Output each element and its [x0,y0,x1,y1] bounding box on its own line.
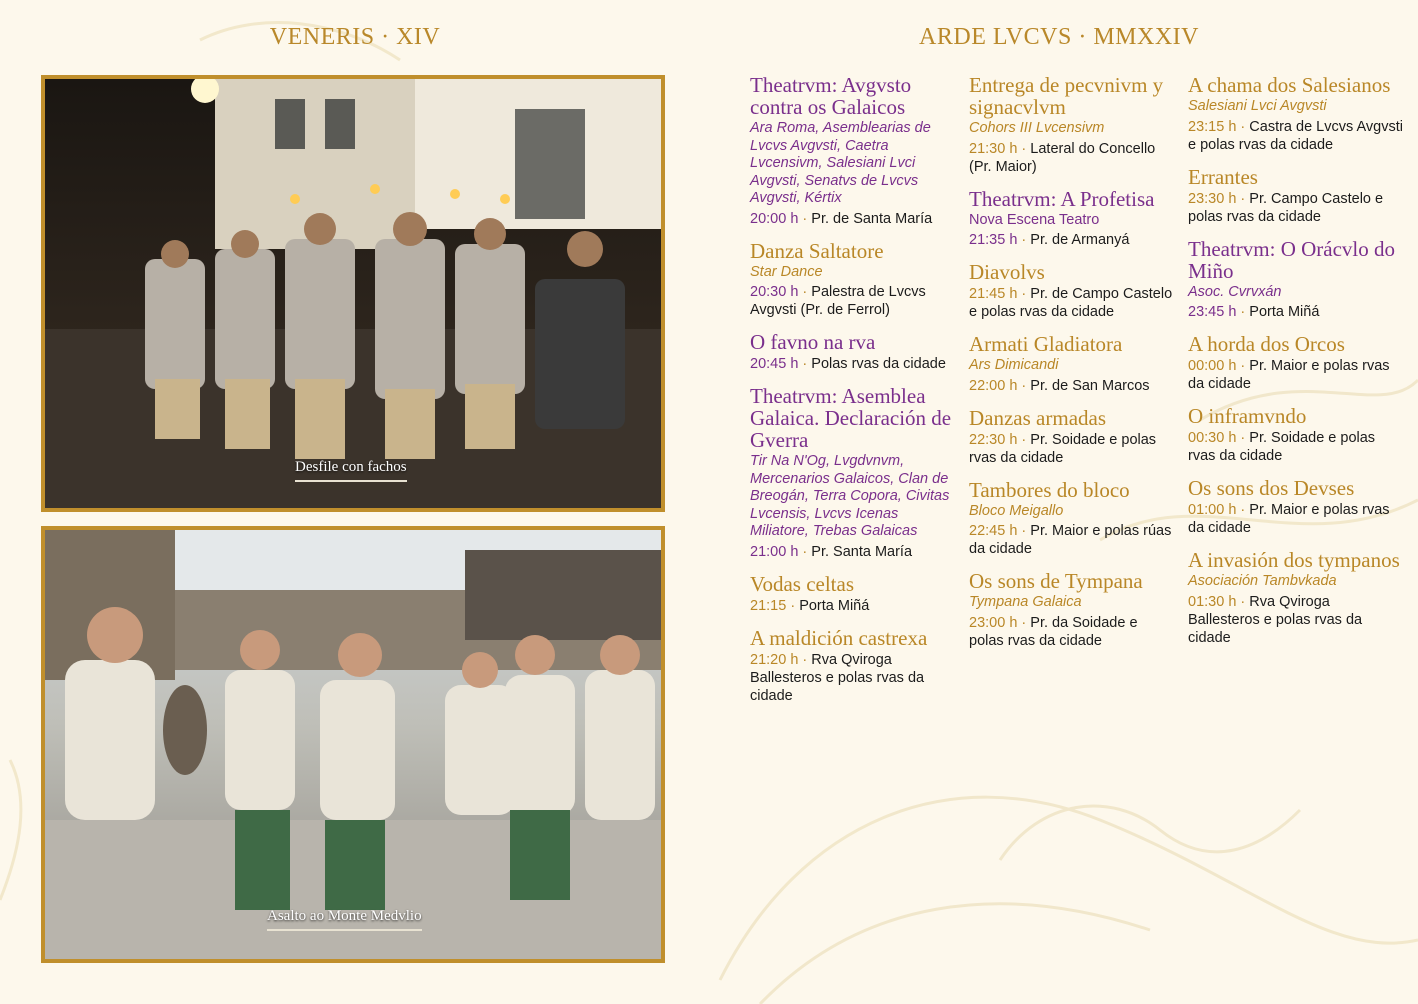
schedule-event [969,570,1174,650]
event-place: Porta Miñá [799,597,870,614]
separator-dot: · [1236,358,1250,374]
schedule-column-2 [969,74,1174,662]
event-place: Pr. de Armanyá [1030,232,1130,248]
event-performers: Ars Dimicandi [969,357,1059,373]
separator-dot: · [1017,286,1031,302]
event-time-place [969,140,1174,176]
event-time: 01:30 h [1188,593,1237,610]
event-performers: Tir Na N'Og, Lvgdvnvm, Mercenarios Galaicos, Clan de Breogán, Terra Copora, Civitas Lvcensis, Lvcvs Icenas Miliatore, Trebas Galaicas [750,453,950,539]
event-time: 21:15 [750,597,787,614]
event-time-place [969,431,1174,467]
event-title: A maldición castrexa [750,625,928,650]
event-title: A chama dos Salesianos [1188,73,1391,97]
schedule-column-1 [750,74,955,717]
event-title: Errantes [1188,164,1258,189]
event-time: 23:15 h [1188,118,1237,135]
event-place: Pr. Maior e polas rvas da cidade [1188,502,1390,536]
separator-dot: · [1017,431,1031,448]
event-title: Theatrvm: O Orácvlo do Miño [1188,236,1396,283]
schedule-event [1188,549,1403,647]
schedule-event [1188,477,1403,537]
event-time-place [969,285,1174,321]
event-place: Pr. Maior e polas rvas da cidade [1188,358,1390,392]
event-time: 22:45 h [969,523,1018,539]
event-time: 00:30 h [1188,430,1237,446]
separator-dot: · [798,543,812,560]
event-title: Tambores do bloco [969,477,1130,502]
separator-dot: · [1017,232,1031,248]
event-time: 23:00 h [969,614,1018,631]
separator-dot: · [1236,430,1250,446]
event-time: 01:00 h [1188,502,1237,518]
event-place: Pr. Soidade e polas rvas da cidade [969,431,1157,466]
separator-dot: · [1017,523,1031,539]
event-place: Pr. da Soidade e polas rvas da cidade [969,614,1138,649]
separator-dot: · [786,597,800,614]
event-performers: Asociación Tambvkada [1188,573,1337,589]
separator-dot: · [798,284,812,300]
event-place: Pr. de Santa María [811,210,933,227]
event-place: Pr. Santa María [811,543,913,560]
event-place: Palestra de Lvcvs Avgvsti (Pr. de Ferrol) [750,284,926,318]
event-time: 23:45 h [1188,304,1237,320]
event-time-place [750,597,955,615]
event-time: 21:00 h [750,543,799,560]
camp-photo [41,526,665,963]
schedule-event [969,479,1174,559]
event-place: Porta Miñá [1249,304,1320,320]
schedule-event [750,573,955,615]
separator-dot: · [798,210,812,227]
event-time-place [750,210,955,228]
event-place: Pr. Maior e polas rúas da cidade [969,523,1172,557]
schedule-event [1188,166,1403,226]
event-title: A horda dos Orcos [1188,332,1345,356]
event-title: Diavolvs [969,260,1045,284]
event-time: 21:30 h [969,140,1018,157]
schedule-event [750,331,955,373]
event-time-place [750,283,955,319]
event-title: Entrega de pecvnivm y signacvlvm [969,73,1164,119]
separator-dot: · [1236,593,1250,610]
schedule-event [969,407,1174,467]
separator-dot: · [798,356,812,372]
event-place: Lateral do Concello (Pr. Maior) [969,140,1156,175]
event-place: Pr. de Campo Castelo e polas rvas da cidade [969,286,1173,320]
event-title: Os sons dos Devses [1188,476,1355,500]
event-performers: Salesiani Lvci Avgvsti [1188,98,1327,114]
separator-dot: · [1017,140,1031,157]
separator-dot: · [1236,502,1250,518]
parade-photo-image [45,79,661,508]
event-title: O inframvndo [1188,404,1307,428]
schedule-event [1188,333,1403,393]
event-title: Theatrvm: Asemblea Galaica. Declaración de Gverra [750,384,952,452]
event-time: 23:30 h [1188,190,1237,207]
separator-dot: · [1236,118,1250,135]
left-page-title: VENERIS · XIV [269,24,441,50]
event-time-place [969,522,1174,558]
schedule-event [1188,238,1403,322]
photo-caption: Desfile con fachos [295,459,407,482]
event-place: Rva Qviroga Ballesteros e polas rvas da cidade [750,651,925,704]
event-time: 21:35 h [969,232,1018,248]
parade-photo [41,75,665,512]
event-place: Castra de Lvcvs Avgvsti e polas rvas da cidade [1188,118,1403,153]
separator-dot: · [798,651,812,668]
separator-dot: · [1017,377,1031,394]
schedule-event [750,240,955,320]
event-title: Armati Gladiatora [969,332,1123,356]
schedule-event [969,261,1174,321]
event-place: Pr. Soidade e polas rvas da cidade [1188,430,1376,464]
event-time-place [750,651,955,705]
photo-caption: Asalto ao Monte Medvlio [267,908,422,931]
event-performers: Nova Escena Teatro [969,211,1100,228]
schedule-event [750,627,955,705]
event-time: 21:20 h [750,651,799,668]
event-place: Pr. Campo Castelo e polas rvas da cidade [1188,190,1384,225]
event-performers: Bloco Meigallo [969,502,1064,519]
event-time: 20:00 h [750,210,799,227]
event-performers: Tympana Galaica [969,594,1082,610]
schedule-event [1188,405,1403,465]
schedule-event [750,385,955,561]
event-place: Pr. de San Marcos [1030,377,1150,394]
event-time-place [969,377,1174,395]
event-time-place [750,543,955,561]
event-time: 22:00 h [969,377,1018,394]
right-page-title: ARDE LVCVS · MMXXIV [919,24,1199,50]
event-time: 22:30 h [969,431,1018,448]
event-time-place [750,355,955,373]
event-performers: Asoc. Cvrvxán [1188,283,1282,300]
schedule-event [969,188,1174,250]
event-time-place [1188,501,1403,537]
event-time-place [1188,357,1403,393]
event-performers: Ara Roma, Asemblearias de Lvcvs Avgvsti, Caetra Lvcensivm, Salesiani Lvci Avgvsti, Senatvs de Lvcvs Avgvsti, Kértix [750,120,931,206]
event-title: Theatrvm: A Profetisa [969,186,1155,211]
event-performers: Star Dance [750,263,823,280]
event-time: 00:00 h [1188,358,1237,374]
schedule-event [969,74,1174,176]
camp-photo-image [45,530,661,959]
event-title: Danzas armadas [969,405,1107,430]
event-title: Vodas celtas [750,571,855,596]
separator-dot: · [1017,614,1031,631]
event-time: 20:30 h [750,284,799,300]
event-time-place [1188,303,1403,321]
separator-dot: · [1236,304,1250,320]
event-time-place [1188,429,1403,465]
event-time-place [969,231,1174,249]
event-title: Danza Saltatore [750,238,884,263]
event-time-place [1188,593,1403,647]
event-time: 20:45 h [750,356,799,372]
event-title: Theatrvm: Avgvsto contra os Galaicos [750,73,912,119]
schedule-event [1188,74,1403,154]
event-time-place [1188,118,1403,154]
event-title: O favno na rva [750,330,876,354]
event-time-place [969,614,1174,650]
event-time-place [1188,190,1403,226]
event-title: A invasión dos tympanos [1188,548,1400,572]
schedule-column-3 [1188,74,1403,659]
event-title: Os sons de Tympana [969,569,1143,593]
schedule-event [969,333,1174,395]
event-performers: Cohors III Lvcensivm [969,120,1105,136]
event-place: Polas rvas da cidade [811,356,946,372]
event-place: Rva Qviroga Ballesteros e polas rvas da cidade [1188,593,1363,646]
separator-dot: · [1236,190,1250,207]
schedule-event [750,74,955,228]
event-time: 21:45 h [969,286,1018,302]
